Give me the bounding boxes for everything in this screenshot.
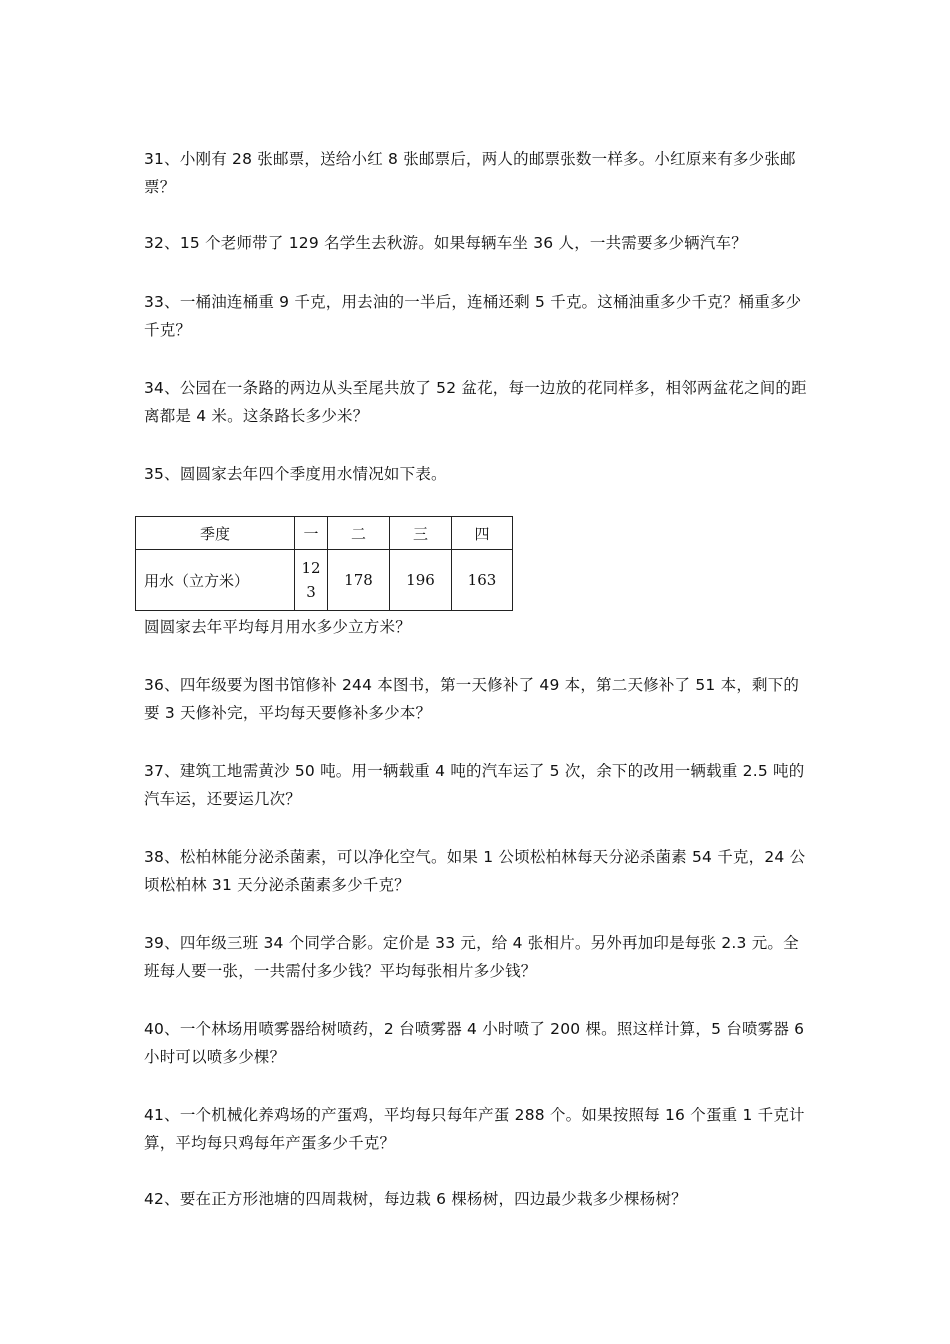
table-cell-q1	[295, 550, 328, 611]
question-35: 35、圆圆家去年四个季度用水情况如下表。	[144, 465, 447, 483]
table-cell-label: 用水（立方米）	[136, 550, 295, 611]
table-header-q3: 三	[390, 517, 452, 550]
table-cell-q4: 163	[452, 550, 513, 611]
question-38: 38、松柏林能分泌杀菌素，可以净化空气。如果 1 公顷松柏林每天分泌杀菌素 54 千克，24 公顷松柏林 31 天分泌杀菌素多少千克？	[144, 848, 806, 894]
table-header-season: 季度	[136, 517, 295, 550]
question-36: 36、四年级要为图书馆修补 244 本图书，第一天修补了 49 本，第二天修补了 51 本，剩下的要 3 天修补完，平均每天要修补多少本？	[144, 676, 800, 722]
table-cell-q3: 196	[390, 550, 452, 611]
question-42: 42、要在正方形池塘的四周栽树，每边栽 6 棵杨树，四边最少栽多少棵杨树？	[144, 1190, 687, 1208]
table-cell-q2: 178	[328, 550, 390, 611]
question-40: 40、一个林场用喷雾器给树喷药，2 台喷雾器 4 小时喷了 200 棵。照这样计算，5 台喷雾器 6 小时可以喷多少棵？	[144, 1020, 805, 1066]
question-39: 39、四年级三班 34 个同学合影。定价是 33 元，给 4 张相片。另外再加印是每张 2.3 元。全班每人要一张，一共需付多少钱？平均每张相片多少钱？	[144, 934, 799, 980]
table-cell-q1-value: 123	[301, 559, 321, 601]
question-35-followup: 圆圆家去年平均每月用水多少立方米？	[144, 618, 411, 636]
question-34: 34、公园在一条路的两边从头至尾共放了 52 盆花，每一边放的花同样多，相邻两盆花之间的距离都是 4 米。这条路长多少米？	[144, 379, 807, 425]
question-33: 33、一桶油连桶重 9 千克，用去油的一半后，连桶还剩 5 千克。这桶油重多少千克？桶重多少千克？	[144, 293, 802, 339]
table-header-row	[136, 517, 513, 550]
table-header-q2: 二	[328, 517, 390, 550]
question-32: 32、15 个老师带了 129 名学生去秋游。如果每辆车坐 36 人，一共需要多少辆汽车？	[144, 234, 747, 252]
question-37: 37、建筑工地需黄沙 50 吨。用一辆载重 4 吨的汽车运了 5 次，余下的改用一辆载重 2.5 吨的汽车运，还要运几次？	[144, 762, 805, 808]
table-row	[136, 550, 513, 611]
question-41: 41、一个机械化养鸡场的产蛋鸡，平均每只每年产蛋 288 个。如果按照每 16 个蛋重 1 千克计算，平均每只鸡每年产蛋多少千克？	[144, 1106, 805, 1152]
question-31: 31、小刚有 28 张邮票，送给小红 8 张邮票后，两人的邮票张数一样多。小红原来有多少张邮票？	[144, 150, 796, 196]
water-usage-table	[135, 516, 513, 611]
table-header-q4: 四	[452, 517, 513, 550]
table-header-q1: 一	[295, 517, 328, 550]
